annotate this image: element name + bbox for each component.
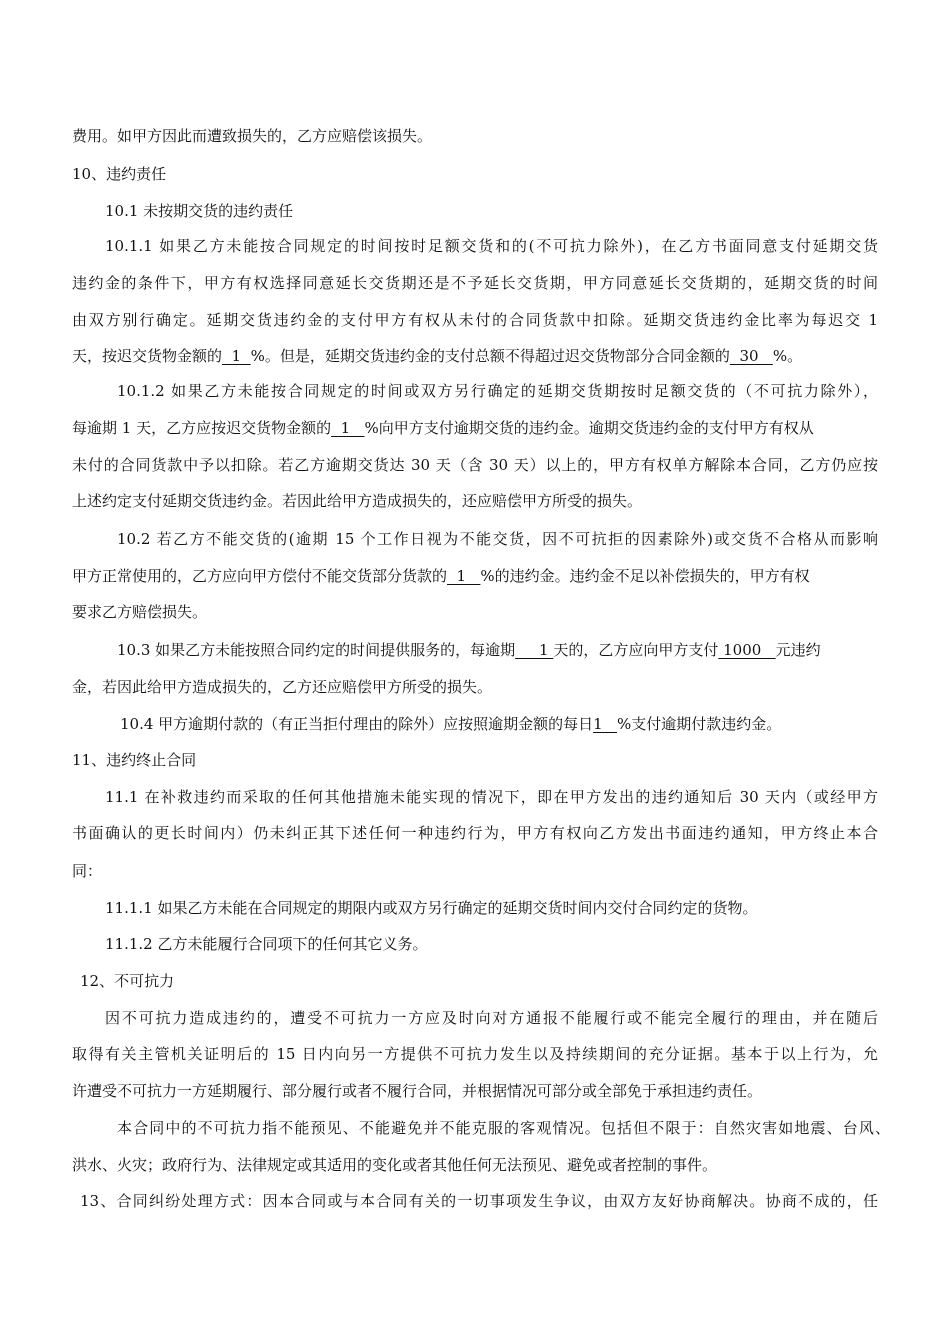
- paragraph-line: [72, 566, 810, 586]
- paragraph-line: [72, 346, 802, 366]
- filled-blank: 1: [593, 715, 618, 733]
- paragraph-line: 10.1.1 如果乙方未能按合同规定的时间按时足额交货和的(不可抗力除外)，在乙方书面同意支付延期交货: [105, 237, 878, 255]
- paragraph-line: [120, 714, 781, 734]
- filled-blank: 1000: [718, 641, 776, 659]
- section-heading: 12、不可抗力: [80, 972, 175, 990]
- text: %的违约金。违约金不足以补偿损失的，甲方有权: [480, 567, 810, 585]
- section-heading: 10、违约责任: [72, 165, 167, 183]
- filled-blank: 1: [515, 641, 554, 659]
- paragraph-line: 上述约定支付延期交货违约金。若因此给甲方造成损失的，还应赔偿甲方所受的损失。: [72, 492, 643, 510]
- text: 元违约: [775, 641, 821, 659]
- paragraph-line: 要求乙方赔偿损失。: [72, 603, 208, 621]
- paragraph-line: 同：: [72, 862, 103, 880]
- filled-blank: 1: [447, 567, 481, 585]
- filled-blank: 1: [222, 347, 251, 365]
- paragraph-line: 11.1.1 如果乙方未能在合同规定的期限内或双方另行确定的延期交货时间内交付合同约定的货物。: [105, 899, 758, 917]
- paragraph-line: 本合同中的不可抗力指不能预见、不能避免并不能克服的客观情况。包括但不限于：自然灾害如地震、台风、: [117, 1119, 890, 1137]
- paragraph-line: 金，若因此给甲方造成损失的，乙方还应赔偿甲方所受的损失。: [72, 678, 493, 696]
- text: 天，按迟交货物金额的: [72, 347, 223, 365]
- text: 每逾期 1 天，乙方应按迟交货物金额的: [72, 419, 332, 437]
- paragraph-line: 书面确认的更长时间内）仍未纠正其下述任何一种违约行为，甲方有权向乙方发出书面违约通知，甲方终止本合: [72, 824, 878, 842]
- text: 天的，乙方应向甲方支付: [553, 641, 719, 659]
- paragraph-line: 许遭受不可抗力一方延期履行、部分履行或者不履行合同，并根据情况可部分或全部免于承担违约责任。: [72, 1082, 763, 1100]
- subsection-heading: 10.1 未按期交货的违约责任: [105, 202, 294, 220]
- text: %。但是，延期交货违约金的支付总额不得超过迟交货物部分合同金额的: [250, 347, 730, 365]
- filled-blank: 1: [331, 419, 365, 437]
- text: %。: [772, 347, 803, 365]
- text: 甲方正常使用的，乙方应向甲方偿付不能交货部分货款的: [72, 567, 448, 585]
- paragraph-line: 10.2 若乙方不能交货的(逾期 15 个工作日视为不能交货，因不可抗拒的因素除外)或交货不合格从而影响: [117, 530, 878, 548]
- filled-blank: 30: [729, 347, 773, 365]
- paragraph-line: 10.1.2 如果乙方未能按合同规定的时间或双方另行确定的延期交货期按时足额交货的（不可抗力除外），: [117, 382, 878, 400]
- paragraph-line: 违约金的条件下，甲方有权选择同意延长交货期还是不予延长交货期，甲方同意延长交货期的，延期交货的时间: [72, 274, 878, 292]
- text: 10.4 甲方逾期付款的（有正当拒付理由的除外）应按照逾期金额的每日: [120, 715, 594, 733]
- text: %向甲方支付逾期交货的违约金。逾期交货违约金的支付甲方有权从: [364, 419, 814, 437]
- text: %支付逾期付款违约金。: [617, 715, 782, 733]
- paragraph-line: 洪水、火灾；政府行为、法律规定或其适用的变化或者其他任何无法预见、避免或者控制的事件。: [72, 1156, 718, 1174]
- paragraph-line: 取得有关主管机关证明后的 15 日内向另一方提供不可抗力发生以及持续期间的充分证据。基本于以上行为，允: [72, 1045, 878, 1063]
- section-heading: 11、违约终止合同: [72, 751, 197, 769]
- paragraph-line: 11.1 在补救违约而采取的任何其他措施未能实现的情况下，即在甲方发出的违约通知后 30 天内（或经甲方: [105, 788, 878, 806]
- paragraph-line: [72, 418, 814, 438]
- paragraph-line: 11.1.2 乙方未能履行合同项下的任何其它义务。: [105, 935, 428, 953]
- paragraph-line: 费用。如甲方因此而遭致损失的，乙方应赔偿该损失。: [72, 127, 433, 145]
- paragraph-line: 13、合同纠纷处理方式：因本合同或与本合同有关的一切事项发生争议，由双方友好协商解决。协商不成的，任: [80, 1192, 878, 1210]
- text: 10.3 如果乙方未能按照合同约定的时间提供服务的，每逾期: [117, 641, 516, 659]
- paragraph-line: 未付的合同货款中予以扣除。若乙方逾期交货达 30 天（含 30 天）以上的，甲方有权单方解除本合同，乙方仍应按: [72, 456, 878, 474]
- paragraph-line: 因不可抗力造成违约的，遭受不可抗力一方应及时向对方通报不能履行或不能完全履行的理由，并在随后: [105, 1009, 878, 1027]
- paragraph-line: 由双方别行确定。延期交货违约金的支付甲方有权从未付的合同货款中扣除。延期交货违约金比率为每迟交 1: [72, 311, 878, 329]
- paragraph-line: [117, 640, 821, 660]
